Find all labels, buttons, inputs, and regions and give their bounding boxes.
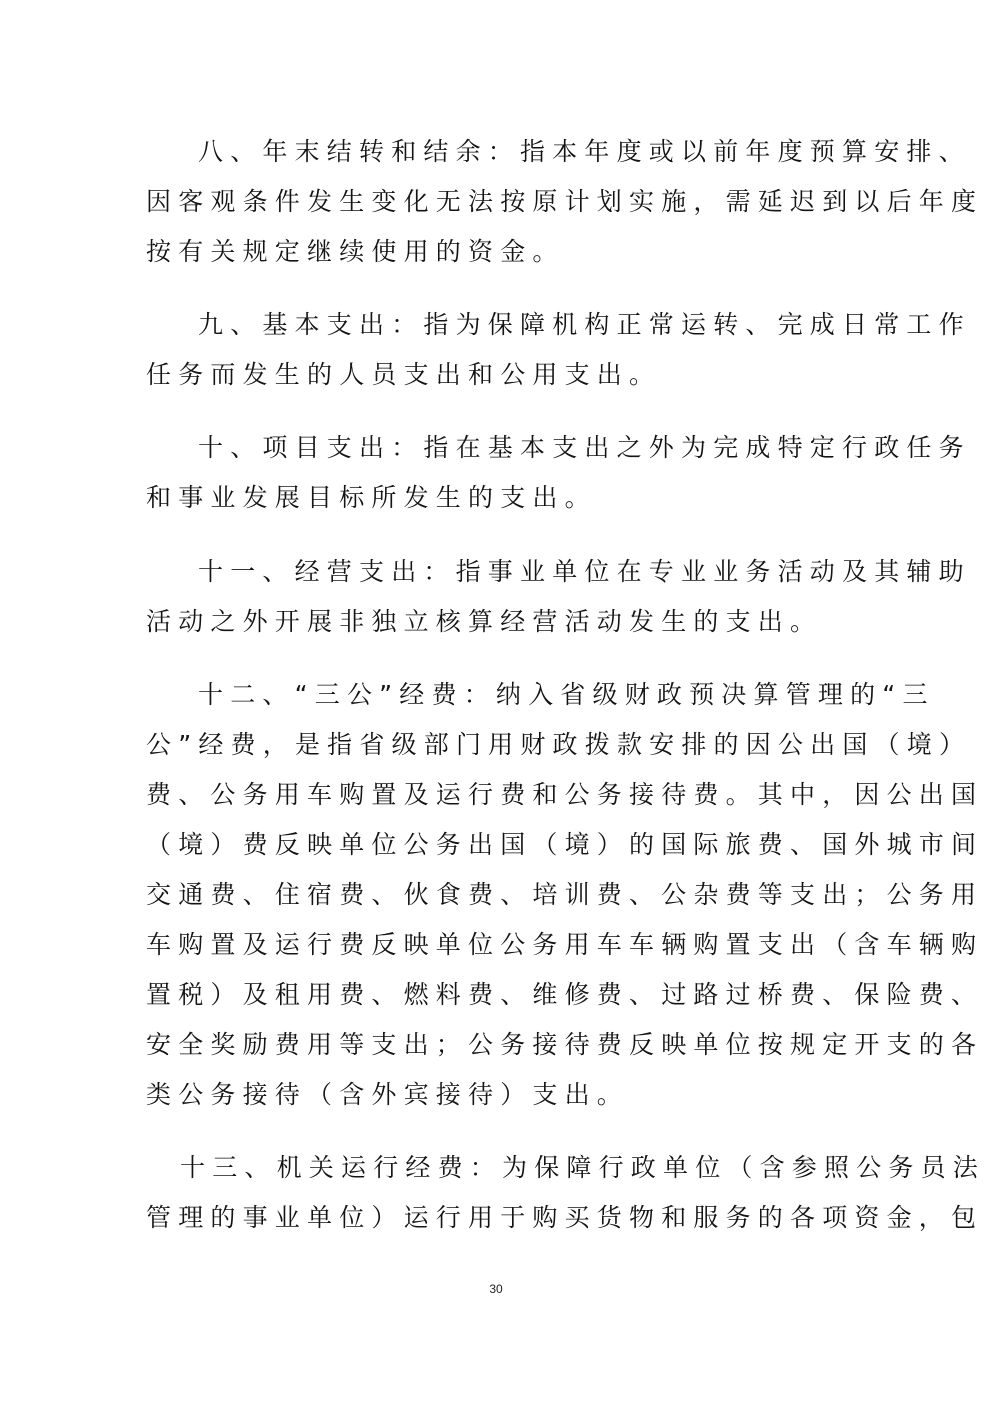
text-line: 八、年末结转和结余：指本年度或以前年度预算安排、	[198, 137, 971, 166]
text-line: 因客观条件发生变化无法按原计划实施，需延迟到以后年度	[146, 187, 984, 216]
text-line: （境）费反映单位公务出国（境）的国际旅费、国外城市间	[146, 830, 984, 859]
text-line: 费、公务用车购置及运行费和公务接待费。其中，因公出国	[146, 780, 984, 809]
page-number: 30	[489, 1282, 503, 1296]
text-line: 管理的事业单位）运行用于购买货物和服务的各项资金，包	[146, 1203, 984, 1232]
text-line: 按有关规定继续使用的资金。	[146, 237, 565, 266]
text-line: 类公务接待（含外宾接待）支出。	[146, 1080, 630, 1109]
text-line: 公”经费，是指省级部门用财政拨款安排的因公出国（境）	[146, 730, 972, 759]
text-line: 活动之外开展非独立核算经营活动发生的支出。	[146, 607, 823, 636]
text-line: 十三、机关运行经费：为保障行政单位（含参照公务员法	[180, 1153, 986, 1182]
text-line: 九、基本支出：指为保障机构正常运转、完成日常工作	[198, 310, 971, 339]
text-line: 十二、“三公”经费：纳入省级财政预决算管理的“三	[198, 680, 935, 709]
text-line: 车购置及运行费反映单位公务用车车辆购置支出（含车辆购	[146, 930, 984, 959]
text-line: 安全奖励费用等支出；公务接待费反映单位按规定开支的各	[146, 1030, 984, 1059]
text-line: 十、项目支出：指在基本支出之外为完成特定行政任务	[198, 433, 971, 462]
text-line: 十一、经营支出：指事业单位在专业业务活动及其辅助	[198, 557, 971, 586]
text-line: 交通费、住宿费、伙食费、培训费、公杂费等支出；公务用	[146, 880, 984, 909]
text-line: 和事业发展目标所发生的支出。	[146, 483, 597, 512]
text-line: 置税）及租用费、燃料费、维修费、过路过桥费、保险费、	[146, 980, 984, 1009]
text-line: 任务而发生的人员支出和公用支出。	[146, 360, 662, 389]
